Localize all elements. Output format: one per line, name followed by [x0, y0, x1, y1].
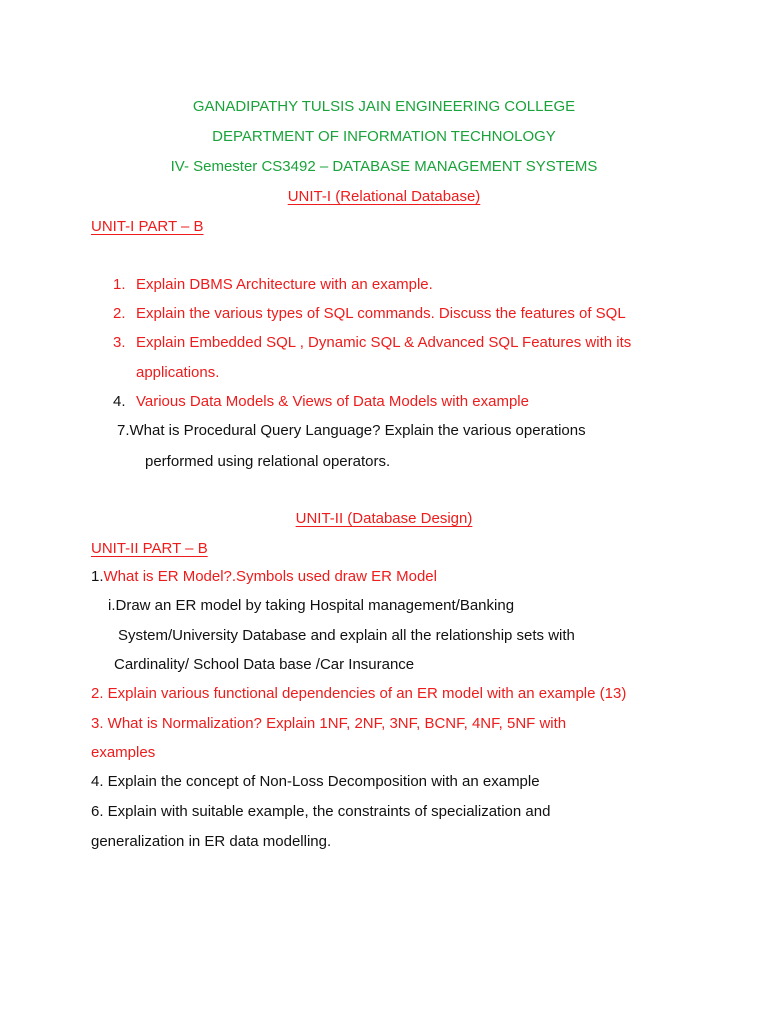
- department-name: DEPARTMENT OF INFORMATION TECHNOLOGY: [212, 128, 556, 145]
- unit2-q3-line1: 3. What is Normalization? Explain 1NF, 2NF, 3NF, BCNF, 4NF, 5NF with: [91, 715, 567, 732]
- unit2-q1i-line3: Cardinality/ School Data base /Car Insurance: [114, 656, 415, 673]
- unit2-q6-line2: generalization in ER data modelling.: [91, 833, 332, 850]
- unit2-q4: 4. Explain the concept of Non-Loss Decomposition with an example: [91, 773, 540, 790]
- unit1-q7-line1: 7.What is Procedural Query Language? Explain the various operations: [117, 422, 586, 439]
- unit2-q1-number: 1.: [91, 568, 104, 585]
- unit2-q1i-line1: i.Draw an ER model by taking Hospital management/Banking: [108, 597, 515, 614]
- unit2-part-heading: UNIT-II PART – B: [91, 540, 208, 557]
- college-name: GANADIPATHY TULSIS JAIN ENGINEERING COLLEGE: [192, 98, 576, 115]
- unit2-q1-row: [91, 568, 437, 586]
- unit2-q1i-line2: System/University Database and explain all the relationship sets with: [118, 627, 575, 644]
- unit1-part-heading: UNIT-I PART – B: [91, 218, 204, 235]
- course-title: IV- Semester CS3492 – DATABASE MANAGEMENT SYSTEMS: [170, 158, 598, 175]
- unit1-q3-number: 3.: [113, 334, 126, 351]
- unit1-q3-line2: applications.: [136, 364, 220, 381]
- unit2-title: UNIT-II (Database Design): [295, 510, 473, 527]
- unit1-q2: Explain the various types of SQL commands. Discuss the features of SQL: [136, 305, 626, 322]
- unit2-q2: 2. Explain various functional dependencies of an ER model with an example (13): [91, 685, 627, 702]
- unit2-q1: What is ER Model?.Symbols used draw ER Model: [103, 568, 437, 585]
- unit1-q4: Various Data Models & Views of Data Models with example: [136, 393, 529, 410]
- unit1-q2-number: 2.: [113, 305, 126, 322]
- unit1-q7-line2: performed using relational operators.: [145, 453, 391, 470]
- unit1-q4-number: 4.: [113, 393, 126, 410]
- unit1-title: UNIT-I (Relational Database): [287, 188, 481, 205]
- unit2-q3-line2: examples: [91, 744, 156, 761]
- unit1-q1: Explain DBMS Architecture with an example.: [136, 276, 433, 293]
- unit2-q6-line1: 6. Explain with suitable example, the constraints of specialization and: [91, 803, 551, 820]
- unit1-q3-line1: Explain Embedded SQL , Dynamic SQL & Advanced SQL Features with its: [136, 334, 632, 351]
- unit1-q1-number: 1.: [113, 276, 126, 293]
